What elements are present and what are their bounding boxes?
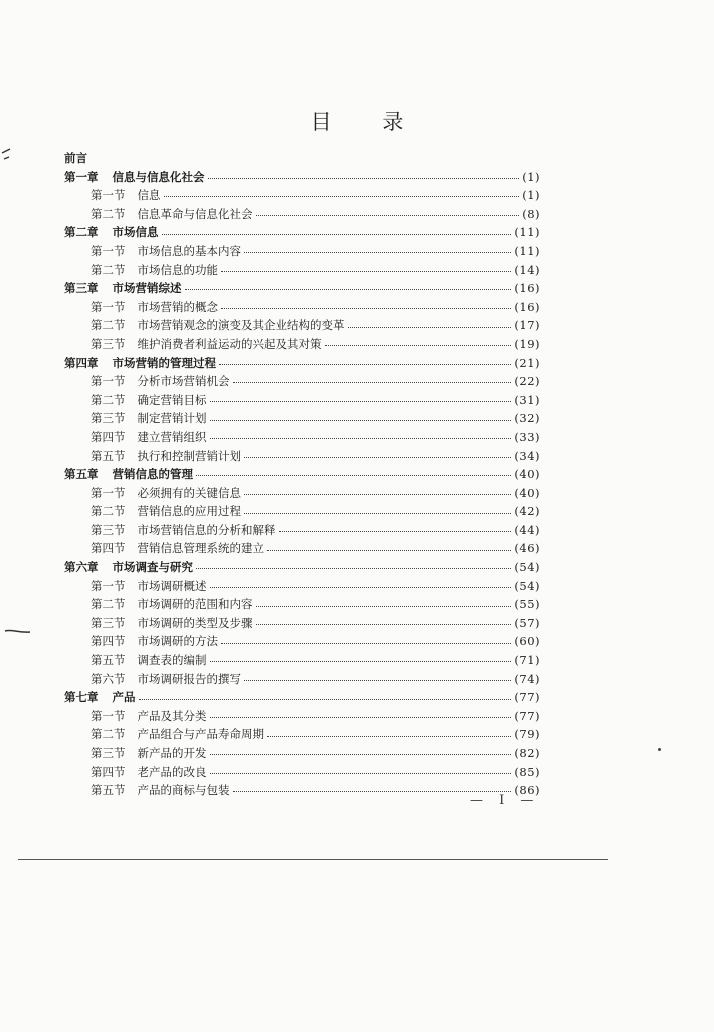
toc-entry-title: 营销信息的管理	[112, 467, 193, 482]
dot-leader	[244, 451, 511, 461]
toc-section-entry[interactable]	[64, 632, 540, 651]
toc-entry-title: 市场营销的概念	[137, 299, 218, 314]
toc-entry-label	[91, 744, 207, 763]
toc-entry-title: 信息革命与信息化社会	[137, 206, 253, 221]
toc-section-entry[interactable]	[64, 725, 540, 744]
toc-entry-number: 第四章	[64, 355, 99, 370]
toc-page-number: (54)	[514, 560, 540, 575]
toc-entry-title: 市场营销综述	[112, 281, 182, 296]
dot-leader	[210, 432, 512, 442]
toc-entry-number: 第六节	[91, 671, 126, 686]
bottom-rule	[18, 859, 608, 860]
toc-section-entry[interactable]	[64, 781, 540, 800]
toc-page-number: (86)	[514, 783, 540, 798]
toc-entry-number: 第一节	[91, 578, 126, 593]
dot-leader	[164, 190, 520, 200]
toc-page-number: (1)	[522, 169, 540, 184]
toc-section-entry[interactable]	[64, 521, 540, 540]
toc-section-entry[interactable]	[64, 409, 540, 428]
scan-mark	[0, 143, 14, 163]
dot-leader	[139, 693, 512, 703]
toc-entry-label	[91, 335, 322, 354]
toc-entry-title: 营销信息管理系统的建立	[137, 541, 264, 556]
toc-page-number: (11)	[514, 243, 540, 258]
toc-entry-number: 第七章	[64, 690, 99, 705]
dot-leader	[256, 618, 512, 628]
toc-entry-label	[91, 484, 241, 503]
toc-chapter-entry[interactable]	[64, 168, 540, 187]
toc-entry-label	[91, 428, 207, 447]
toc-section-entry[interactable]	[64, 447, 540, 466]
toc-entry-label	[91, 763, 207, 782]
toc-page-number: (21)	[514, 355, 540, 370]
toc-chapter-entry[interactable]	[64, 279, 540, 298]
toc-entry-number: 第三节	[91, 615, 126, 630]
scan-speck	[658, 748, 661, 751]
toc-section-entry[interactable]	[64, 335, 540, 354]
dot-leader	[221, 302, 511, 312]
toc-entry-number: 第三节	[91, 336, 126, 351]
dot-leader	[210, 767, 512, 777]
toc-chapter-entry[interactable]	[64, 465, 540, 484]
toc-entry-label	[91, 577, 207, 596]
toc-entry-number: 第二节	[91, 727, 126, 742]
toc-page-number: (32)	[514, 411, 540, 426]
toc-section-entry[interactable]	[64, 707, 540, 726]
dot-leader	[210, 414, 512, 424]
toc-section-entry[interactable]	[64, 205, 540, 224]
toc-entry-label	[91, 632, 218, 651]
toc-entry-number: 第三节	[91, 522, 126, 537]
toc-entry-label	[91, 707, 207, 726]
dot-leader	[208, 172, 520, 182]
toc-chapter-entry[interactable]	[64, 558, 540, 577]
toc-page-number: (40)	[514, 485, 540, 500]
toc-section-entry[interactable]	[64, 577, 540, 596]
toc-entry-title: 市场营销的管理过程	[112, 355, 216, 370]
table-of-contents	[64, 149, 540, 800]
toc-page-number: (1)	[522, 188, 540, 203]
toc-section-entry[interactable]	[64, 651, 540, 670]
toc-page-number: (57)	[514, 615, 540, 630]
toc-section-entry[interactable]	[64, 428, 540, 447]
toc-page-number: (55)	[514, 597, 540, 612]
toc-entry-title: 维护消费者利益运动的兴起及其对策	[137, 336, 322, 351]
toc-page-number: (77)	[514, 690, 540, 705]
toc-entry-title: 营销信息的应用过程	[137, 504, 241, 519]
dot-leader	[210, 395, 512, 405]
toc-entry-title: 建立营销组织	[137, 429, 207, 444]
toc-section-entry[interactable]	[64, 670, 540, 689]
toc-section-entry[interactable]	[64, 763, 540, 782]
toc-entry-number: 第一节	[91, 708, 126, 723]
toc-entry-number: 第一节	[91, 243, 126, 258]
toc-entry-label	[91, 614, 253, 633]
toc-entry-label	[91, 205, 253, 224]
toc-entry-title: 分析市场营销机会	[137, 374, 230, 389]
dot-leader	[244, 488, 511, 498]
toc-entry-title: 产品及其分类	[137, 708, 207, 723]
toc-entry-number: 第四节	[91, 634, 126, 649]
toc-entry-label	[64, 354, 216, 373]
toc-entry-title: 市场调研的范围和内容	[137, 597, 253, 612]
dot-leader	[279, 525, 512, 535]
toc-entry-label	[64, 558, 193, 577]
toc-section-entry[interactable]	[64, 261, 540, 280]
toc-entry-label	[91, 539, 264, 558]
toc-entry-label	[91, 447, 241, 466]
toc-page-number: (44)	[514, 522, 540, 537]
toc-entry-number: 第一节	[91, 485, 126, 500]
toc-entry-title: 市场调研的类型及步骤	[137, 615, 253, 630]
dot-leader	[210, 581, 512, 591]
toc-entry-label	[91, 502, 241, 521]
toc-entry-title: 信息	[137, 188, 161, 203]
toc-entry-number: 第六章	[64, 560, 99, 575]
toc-entry-title: 产品的商标与包装	[137, 783, 230, 798]
toc-entry-label	[91, 409, 207, 428]
dot-leader	[196, 469, 511, 479]
toc-entry-title: 老产品的改良	[137, 764, 207, 779]
toc-entry-number: 第二节	[91, 392, 126, 407]
toc-entry-label	[91, 781, 230, 800]
scan-mark	[4, 626, 32, 638]
toc-entry-label	[91, 261, 218, 280]
toc-section-entry[interactable]	[64, 744, 540, 763]
toc-entry-number: 第一节	[91, 299, 126, 314]
dot-leader	[267, 730, 511, 740]
toc-entry-label	[64, 168, 205, 187]
toc-entry-number: 第三章	[64, 281, 99, 296]
dot-leader	[244, 246, 511, 256]
toc-entry-label	[91, 670, 241, 689]
toc-section-entry[interactable]	[64, 391, 540, 410]
toc-entry-number: 第四节	[91, 541, 126, 556]
toc-entry-title: 产品组合与产品寿命周期	[137, 727, 264, 742]
dot-leader	[185, 283, 512, 293]
toc-entry-label	[91, 391, 207, 410]
toc-page-number: (8)	[522, 206, 540, 221]
toc-entry-label	[91, 725, 264, 744]
toc-entry-number: 第五章	[64, 467, 99, 482]
dot-leader	[244, 507, 511, 517]
toc-chapter-entry[interactable]	[64, 354, 540, 373]
toc-entry-number: 第二节	[91, 318, 126, 333]
toc-entry-number: 第一节	[91, 374, 126, 389]
dot-leader	[233, 376, 512, 386]
toc-entry-number: 第四节	[91, 764, 126, 779]
toc-entry-label	[64, 223, 159, 242]
toc-entry-label	[91, 186, 161, 205]
toc-entry-title: 市场调研概述	[137, 578, 207, 593]
dot-leader	[325, 339, 512, 349]
dot-leader	[348, 321, 512, 331]
toc-entry-number: 第二节	[91, 597, 126, 612]
toc-entry-title: 信息与信息化社会	[112, 169, 205, 184]
toc-page-number: (82)	[514, 746, 540, 760]
toc-entry-number: 第四节	[91, 429, 126, 444]
toc-entry-title: 新产品的开发	[137, 746, 207, 760]
toc-entry-title: 制定营销计划	[137, 411, 207, 426]
toc-page-number: (17)	[514, 318, 540, 333]
toc-entry-label	[64, 688, 136, 707]
dot-leader	[267, 544, 511, 554]
toc-entry-title: 市场调研的方法	[137, 634, 218, 649]
toc-section-entry[interactable]	[64, 502, 540, 521]
dot-leader	[210, 711, 512, 721]
toc-entry-title: 市场信息的基本内容	[137, 243, 241, 258]
toc-page-number: (22)	[514, 374, 540, 389]
toc-page-number: (11)	[514, 225, 540, 240]
toc-chapter-entry[interactable]	[64, 223, 540, 242]
toc-entry-label	[91, 242, 241, 261]
toc-page-number: (74)	[514, 671, 540, 686]
toc-entry-title: 市场营销信息的分析和解释	[137, 522, 276, 537]
toc-page-number: (34)	[514, 448, 540, 463]
dot-leader	[219, 358, 511, 368]
dot-leader	[256, 209, 520, 219]
toc-entry-title: 执行和控制营销计划	[137, 448, 241, 463]
toc-entry-label	[64, 465, 193, 484]
toc-page-number: (16)	[514, 281, 540, 296]
toc-page-number: (85)	[514, 764, 540, 779]
toc-page-number: (60)	[514, 634, 540, 649]
toc-entry-number: 第一节	[91, 188, 126, 203]
dot-leader	[221, 265, 511, 275]
dot-leader	[210, 748, 512, 758]
toc-entry-title: 市场营销观念的演变及其企业结构的变革	[137, 318, 345, 333]
toc-page-number: (77)	[514, 708, 540, 723]
toc-entry-number: 第三节	[91, 746, 126, 760]
toc-entry-number: 第五节	[91, 653, 126, 668]
dot-leader	[196, 562, 511, 572]
toc-page-number: (14)	[514, 262, 540, 277]
toc-preface-entry[interactable]	[64, 149, 540, 168]
toc-entry-label	[91, 651, 207, 670]
toc-page-number: (79)	[514, 727, 540, 742]
toc-entry-number: 第二节	[91, 504, 126, 519]
toc-entry-title: 产品	[112, 690, 136, 705]
toc-entry-label	[91, 316, 345, 335]
toc-entry-title: 市场调研报告的撰写	[137, 671, 241, 686]
toc-entry-title: 市场调查与研究	[112, 560, 193, 575]
toc-page-number: (71)	[514, 653, 540, 668]
toc-section-entry[interactable]	[64, 539, 540, 558]
toc-entry-title: 必须拥有的关键信息	[137, 485, 241, 500]
toc-section-entry[interactable]	[64, 316, 540, 335]
toc-entry-number: 第五节	[91, 448, 126, 463]
toc-entry-title: 市场信息的功能	[137, 262, 218, 277]
dot-leader	[162, 228, 512, 238]
toc-entry-number: 第一章	[64, 169, 99, 184]
dot-leader	[256, 600, 512, 610]
toc-entry-title: 市场信息	[112, 225, 159, 240]
dot-leader	[210, 655, 512, 665]
toc-entry-label	[91, 298, 218, 317]
toc-entry-label	[91, 595, 253, 614]
dot-leader	[221, 637, 511, 647]
toc-entry-number: 第二节	[91, 206, 126, 221]
toc-section-entry[interactable]	[64, 298, 540, 317]
toc-page-number: (33)	[514, 429, 540, 444]
toc-page-number: (16)	[514, 299, 540, 314]
toc-entry-title: 调查表的编制	[137, 653, 207, 668]
toc-entry-title: 确定营销目标	[137, 392, 207, 407]
toc-page-number: (31)	[514, 392, 540, 407]
toc-entry-number: 第二章	[64, 225, 99, 240]
toc-page-number: (54)	[514, 578, 540, 593]
toc-section-entry[interactable]	[64, 372, 540, 391]
toc-section-entry[interactable]	[64, 186, 540, 205]
toc-entry-label	[64, 279, 182, 298]
toc-page-number: (40)	[514, 467, 540, 482]
toc-section-entry[interactable]	[64, 484, 540, 503]
toc-entry-label	[91, 372, 230, 391]
page-number-footer: — I —	[470, 793, 540, 808]
toc-section-entry[interactable]	[64, 614, 540, 633]
toc-preface-label: 前言	[64, 151, 87, 165]
toc-entry-number: 第二节	[91, 262, 126, 277]
toc-section-entry[interactable]	[64, 242, 540, 261]
toc-chapter-entry[interactable]	[64, 688, 540, 707]
page-title: 目 录	[310, 110, 426, 134]
dot-leader	[244, 674, 511, 684]
toc-page-number: (19)	[514, 336, 540, 351]
toc-entry-label	[91, 521, 276, 540]
toc-entry-number: 第三节	[91, 411, 126, 426]
toc-page-number: (46)	[514, 541, 540, 556]
toc-section-entry[interactable]	[64, 595, 540, 614]
toc-entry-number: 第五节	[91, 783, 126, 798]
toc-page-number: (42)	[514, 504, 540, 519]
